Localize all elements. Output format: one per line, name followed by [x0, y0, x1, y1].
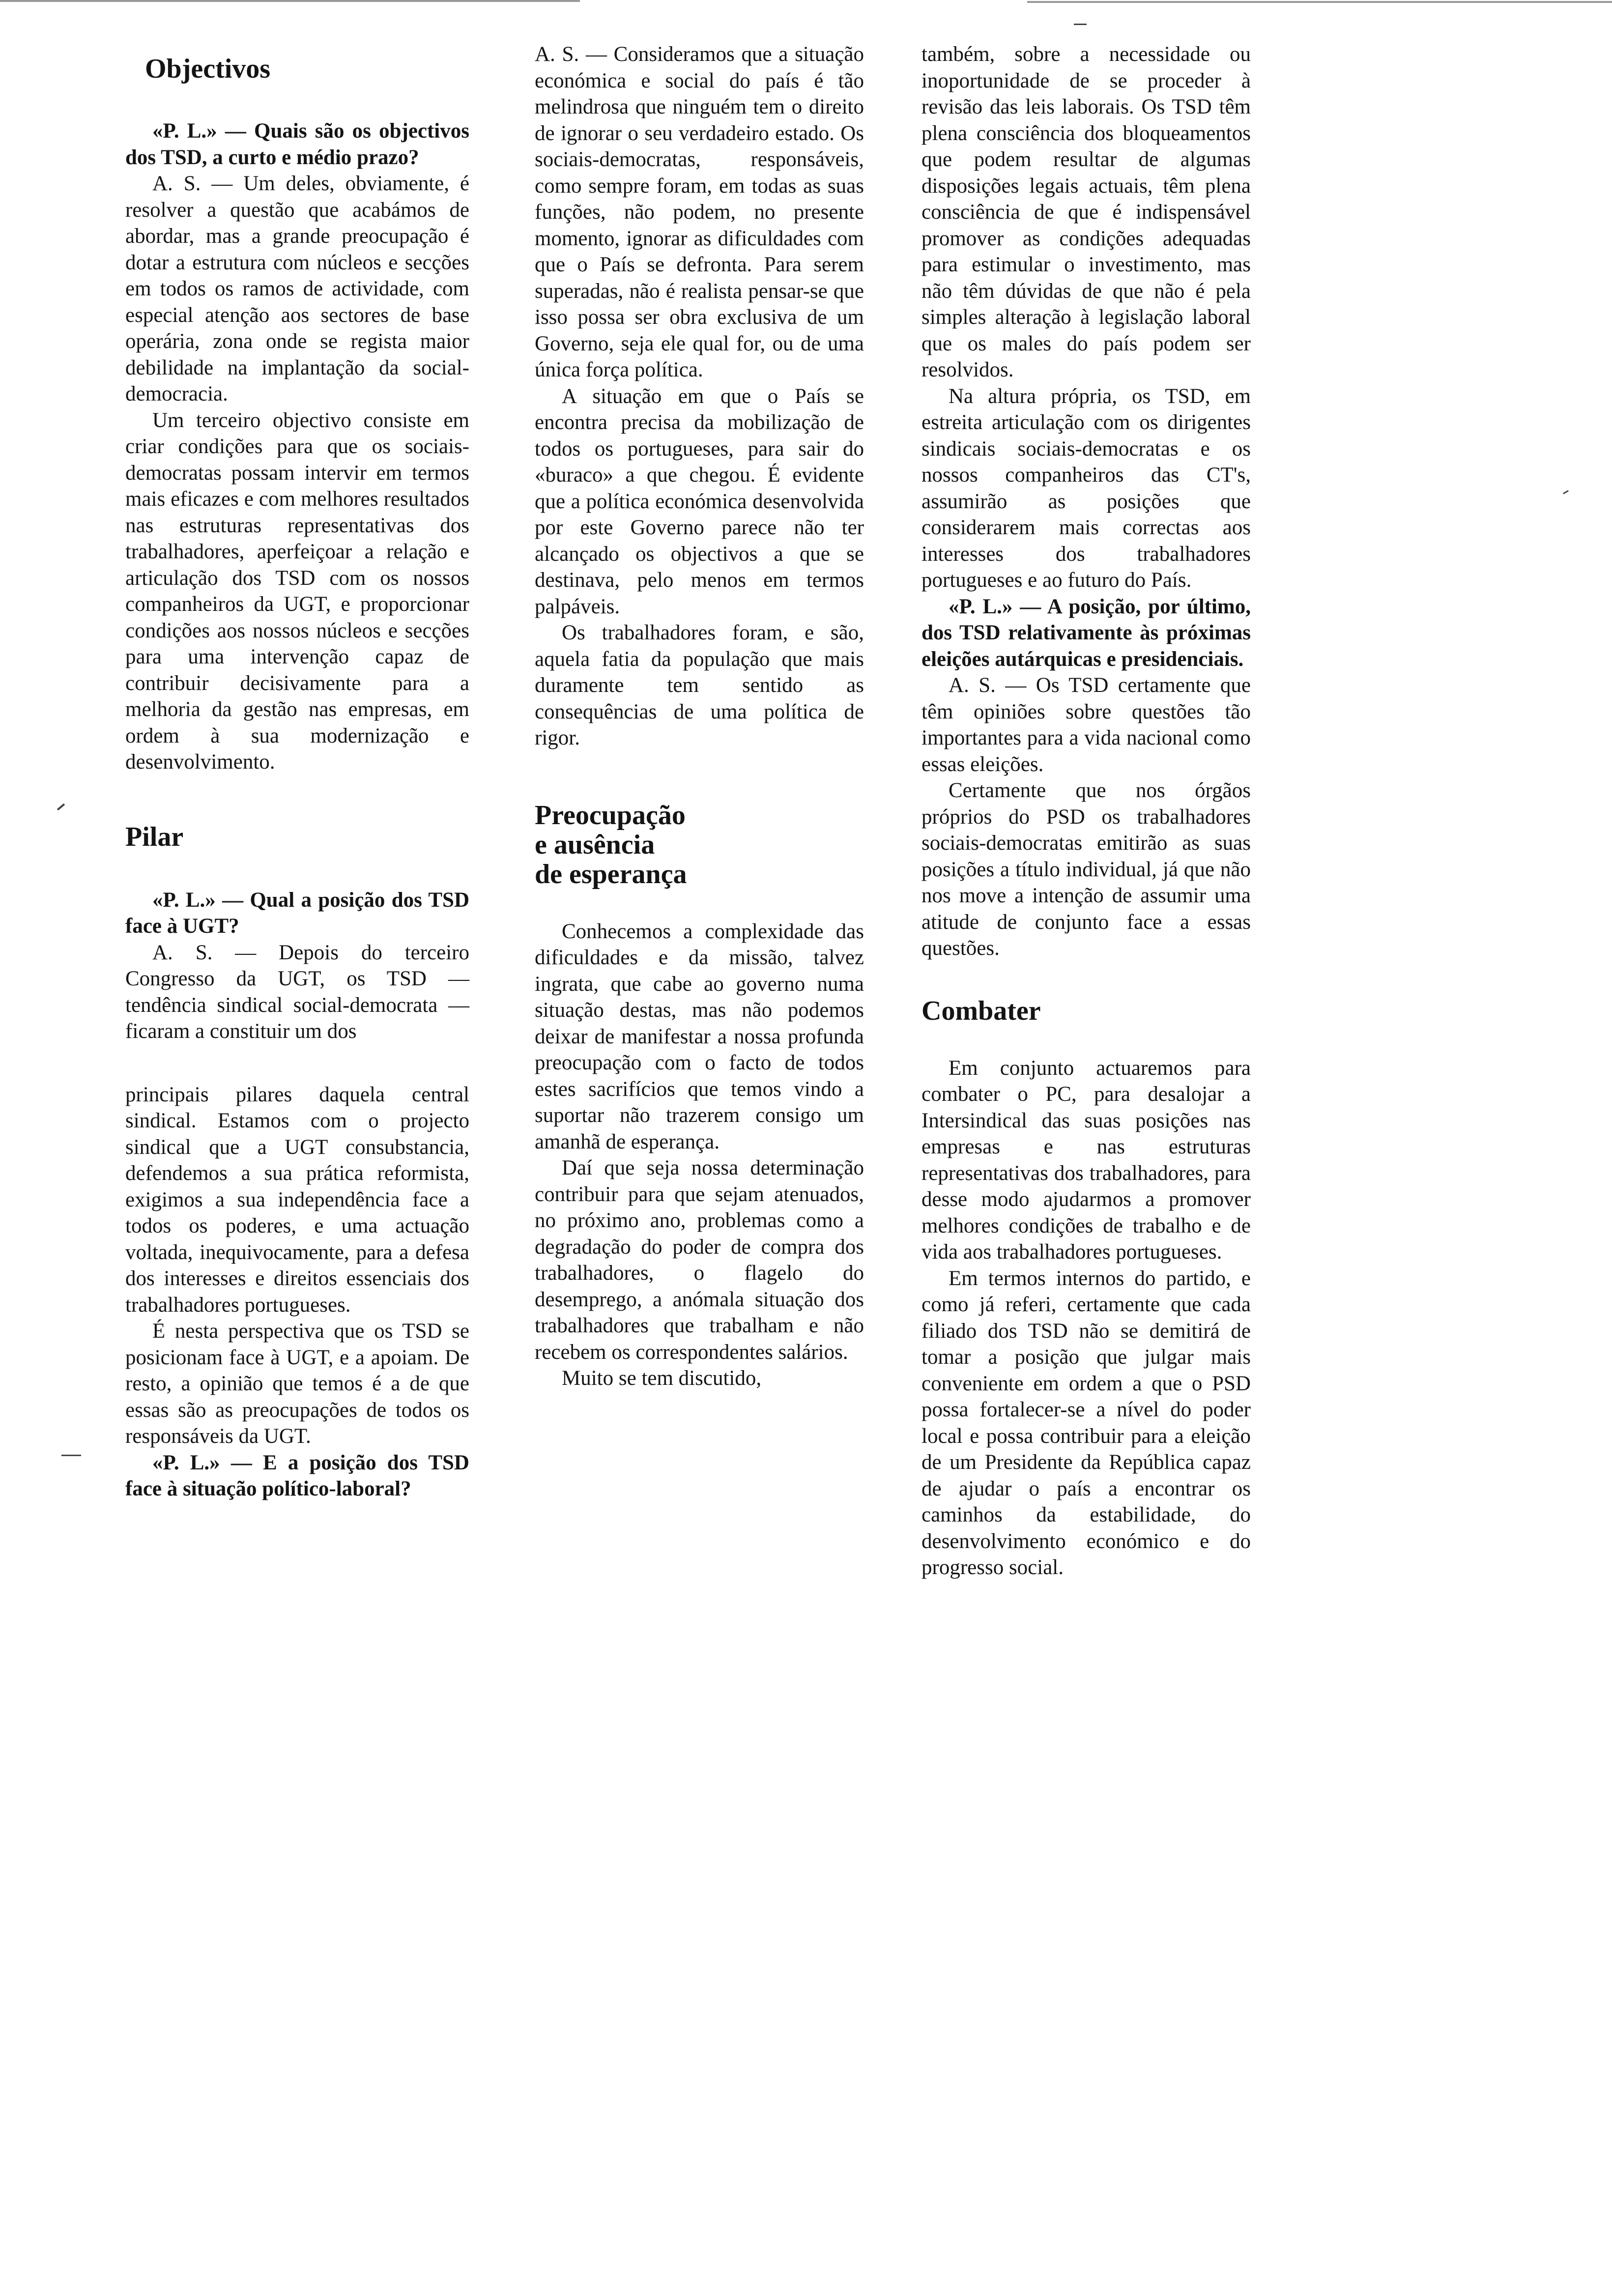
paragraph-complexidade: Conhecemos a complexidade das dificuldades e da missão, talvez ingrata, que cabe ao governo numa situação destas, mas não podemos deixar de manifestar a nossa profunda preocupação com o facto de todos estes sacrifícios que temos vindo a suportar não trazerem consigo um amanhã de esperança.	[535, 919, 864, 1153]
heading-pilar: Pilar	[125, 821, 184, 852]
column-2	[535, 41, 864, 1392]
scan-mark	[57, 804, 65, 811]
paragraph-muito-discutido: Muito se tem discutido,	[562, 1367, 762, 1390]
heading-preocupacao-line-1: Preocupação	[535, 800, 686, 831]
column-3	[921, 41, 1251, 1581]
paragraph-terceiro-objectivo: Um terceiro objectivo consiste em criar condições para que os sociais-democratas possam intervir em termos mais eficazes e com melhores resultados nas estruturas representativas dos trabalhadores, aperfeiçoar a relação e articulação dos TSD com os nossos companheiros da UGT, e proporcionar condições aos nossos núcleos e secções para uma intervenção capaz de contribuir decisivamente para a melhoria da gestão nas empresas, em ordem à sua modernização e desenvolvimento.	[125, 408, 469, 774]
column-1	[125, 54, 469, 1502]
answer-objectivos: A. S. — Um deles, obviamente, é resolver a questão que acabámos de abordar, mas a grande preocupação é dotar a estrutura com núcleos e secções em todos os ramos de actividade, com especial atenção aos sectores de base operária, zona onde se regista maior debilidade na implantação da social-democracia.	[125, 172, 469, 405]
question-eleicoes: «P. L.» — A posição, por último, dos TSD relativamente às próximas eleições autárquicas e presidenciais.	[921, 595, 1251, 671]
heading-combater: Combater	[921, 995, 1041, 1026]
heading-preocupacao-line-2: e ausência	[535, 829, 655, 860]
paragraph-termos-internos: Em termos internos do partido, e como já referi, certamente que cada filiado dos TSD não se demitirá de tomar a posição que julgar mais conveniente em ordem a que o PSD possa fortalecer-se a nível do poder local e possa contribuir para a eleição de um Presidente da República capaz de ajudar o país a encontrar os caminhos da estabilidade, do desenvolvimento económico e do progresso social.	[921, 1266, 1251, 1579]
question-politico-laboral: «P. L.» — E a posição dos TSD face à situação político-laboral?	[125, 1451, 469, 1500]
answer-eleicoes: A. S. — Os TSD certamente que têm opiniões sobre questões tão importantes para a vida nacional como essas eleições.	[921, 674, 1251, 776]
paragraph-leis-laborais: também, sobre a necessidade ou inoportunidade de se proceder à revisão das leis laborais. Os TSD têm plena consciência dos bloqueamentos que podem resultar de algumas disposições legais actuais, têm plena consciência de que é indispensável promover as condições adequadas para estimular o investimento, mas não têm dúvidas de que não é pela simples alteração à legislação laboral que os males do país podem ser resolvidos.	[921, 43, 1251, 381]
heading-preocupacao-line-3: de esperança	[535, 859, 687, 890]
paragraph-perspectiva: É nesta perspectiva que os TSD se posicionam face à UGT, e a apoiam. De resto, a opinião que temos é a de que essas são as preocupações de todos os responsáveis da UGT.	[125, 1320, 469, 1448]
answer-ugt-start: A. S. — Depois do terceiro Congresso da UGT, os TSD — tendência sindical social-democrata — ficaram a constituir um dos	[125, 941, 469, 1043]
answer-situacao-economica: A. S. — Consideramos que a situação económica e social do país é tão melindrosa que ninguém tem o direito de ignorar o seu verdadeiro estado. Os sociais-democratas, responsáveis, como sempre foram, em todas as suas funções, não podem, no presente momento, ignorar as dificuldades com que o País se defronta. Para serem superadas, não é realista pensar-se que isso possa ser obra exclusiva de um Governo, seja ele qual for, ou de uma única força política.	[535, 43, 864, 381]
scan-mark	[61, 1455, 81, 1456]
heading-objectivos: Objectivos	[145, 54, 271, 84]
scan-mark	[1074, 24, 1087, 25]
question-ugt: «P. L.» — Qual a posição dos TSD face à UGT?	[125, 888, 469, 938]
paragraph-trabalhadores: Os trabalhadores foram, e são, aquela fatia da população que mais duramente tem sentido as consequências de uma política de rigor.	[535, 621, 864, 749]
top-rule-right	[1027, 1, 1612, 3]
paragraph-orgaos-psd: Certamente que nos órgãos próprios do PSD os trabalhadores sociais-democratas emitirão as suas posições a título individual, já que não nos move a intenção de assumir uma atitude de conjunto face a essas questões.	[921, 779, 1251, 960]
paragraph-determinacao: Daí que seja nossa determinação contribuir para que sejam atenuados, no próximo ano, problemas como a degradação do poder de compra dos trabalhadores, o flagelo do desemprego, a anómala situação dos trabalhadores que trabalham e não recebem os correspondentes salários.	[535, 1156, 864, 1364]
top-rule-left	[0, 0, 580, 2]
scan-mark	[1563, 490, 1569, 494]
question-objectivos: «P. L.» — Quais são os objectivos dos TSD, a curto e médio prazo?	[125, 119, 469, 169]
paragraph-combater-pc: Em conjunto actuaremos para combater o PC, para desalojar a Intersindical das suas posições nas empresas e nas estruturas representativas dos trabalhadores, para desse modo ajudarmos a promover melhores condições de trabalho e de vida aos trabalhadores portugueses.	[921, 1056, 1251, 1263]
paragraph-altura-propria: Na altura própria, os TSD, em estreita articulação com os dirigentes sindicais sociais-democratas e os nossos companheiros das CT's, assumirão as posições que considerarem mais correctas aos interesses dos trabalhadores portugueses e ao futuro do País.	[921, 384, 1251, 592]
answer-ugt-continued: principais pilares daquela central sindical. Estamos com o projecto sindical que a UGT consubstancia, defendemos a sua prática reformista, exigimos a sua independência face a todos os poderes, e uma actuação voltada, inequivocamente, para a defesa dos interesses e direitos essenciais dos trabalhadores portugueses.	[125, 1083, 469, 1317]
paragraph-mobilizacao: A situação em que o País se encontra precisa da mobilização de todos os portugueses, para sair do «buraco» a que chegou. É evidente que a política económica desenvolvida por este Governo parece não ter alcançado os objectivos a que se destinava, pelo menos em termos palpáveis.	[535, 384, 864, 618]
